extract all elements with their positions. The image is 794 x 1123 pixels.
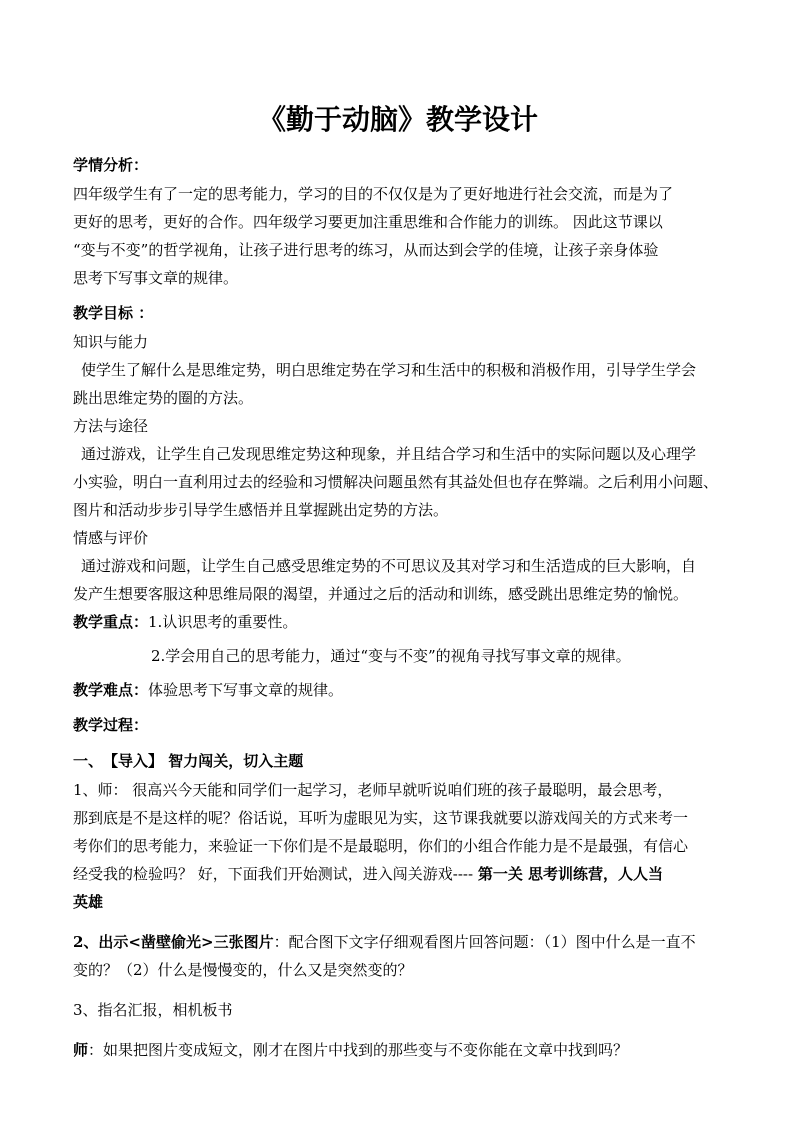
- text-line: 那到底是不是这样的呢？俗话说，耳听为虚眼见为实，这节课我就要以游戏闯关的方式来考一: [73, 809, 689, 827]
- difficulty-line: [73, 676, 723, 704]
- text-line: 通过游戏和问题，让学生自己感受思维定势的不可思议及其对学习和生活造成的巨大影响，自: [81, 557, 697, 575]
- paragraph-situation: [73, 180, 723, 292]
- text-line: 四年级学生有了一定的思考能力，学习的目的不仅仅是为了更好地进行社会交流，而是为了: [73, 185, 674, 203]
- level-one-title: 第一关 思考训练营，人人当: [477, 865, 664, 883]
- text-line: 使学生了解什么是思维定势，明白思维定势在学习和生活中的积极和消极作用，引导学生学会: [81, 361, 697, 379]
- subheading-knowledge: 知识与能力: [73, 333, 149, 351]
- show-pictures-label: 2、出示<凿壁偷光>三张图片: [73, 933, 274, 951]
- key-points-line-1: [73, 608, 723, 636]
- part-one-heading: 一、 【导入】 智力闯关，切入主题: [73, 752, 304, 770]
- text-segment: ：如果把图片变成短文，刚才在图片中找到的那些变与不变你能在文章中找到吗？: [88, 1041, 629, 1059]
- text-line: 发产生想要客服这种思维局限的渴望，并通过之后的活动和训练，感受跳出思维定势的愉悦。: [73, 585, 689, 603]
- key-point-1: 1.认识思考的重要性。: [148, 613, 298, 631]
- section-heading-situation: 学情分析：: [73, 156, 149, 174]
- section-heading-process: 教学过程：: [73, 716, 149, 734]
- text-segment: 经受我的检验吗？ 好，下面我们开始测试，进入闯关游戏----: [73, 865, 478, 883]
- text-line: [73, 928, 723, 956]
- paragraph-report: 3、指名汇报，相机板书: [73, 1001, 233, 1019]
- paragraph-method: [73, 440, 723, 524]
- subheading-method: 方法与途径: [73, 417, 149, 435]
- text-line: 考你们的思考能力，来验证一下你们是不是最聪明，你们的小组合作能力是不是最强，有信心: [73, 837, 689, 855]
- document-page: [73, 100, 723, 1064]
- difficulty-text: 体验思考下写事文章的规律。: [148, 681, 344, 699]
- text-line: 跳出思维定势的圈的方法。: [73, 389, 254, 407]
- text-segment: ：配合图下文字仔细观看图片回答问题：（1）图中什么是一直不: [273, 933, 696, 951]
- section-heading-goals: 教学目标 ：: [73, 304, 154, 322]
- paragraph-teacher-intro: [73, 776, 723, 916]
- paragraph-teacher-question: [73, 1036, 723, 1064]
- subheading-emotion: 情感与评价: [73, 529, 149, 547]
- document-title: 《勤于动脑》教学设计: [257, 103, 538, 136]
- key-point-2: 2.学会用自己的思考能力，通过“变与不变”的视角寻找写事文章的规律。: [151, 647, 631, 665]
- paragraph-emotion: [73, 552, 723, 608]
- difficulty-label: 教学难点：: [73, 681, 149, 699]
- text-line: 1、师： 很高兴今天能和同学们一起学习，老师早就听说咱们班的孩子最聪明，最会思考，: [73, 781, 673, 799]
- paragraph-show-pictures: [73, 928, 723, 984]
- text-line: 图片和活动步步引导学生感悟并且掌握跳出定势的方法。: [73, 501, 449, 519]
- key-points-label: 教学重点：: [73, 613, 149, 631]
- level-one-title-tail: 英雄: [73, 893, 104, 911]
- teacher-label: 师: [73, 1041, 89, 1059]
- text-line: 思考下写事文章的规律。: [73, 269, 239, 287]
- text-line: 变的？（2）什么是慢慢变的，什么又是突然变的？: [73, 961, 413, 979]
- paragraph-knowledge: [73, 356, 723, 412]
- text-line: 小实验，明白一直利用过去的经验和习惯解决问题虽然有其益处但也存在弊端。之后利用小问题、: [73, 473, 719, 491]
- text-line: “变与不变”的哲学视角，让孩子进行思考的练习，从而达到会学的佳境，让孩子亲身体验: [73, 241, 659, 259]
- text-line: 通过游戏，让学生自己发现思维定势这种现象，并且结合学习和生活中的实际问题以及心理学: [81, 445, 697, 463]
- text-line: [73, 860, 723, 888]
- text-line: 更好的思考，更好的合作。四年级学习要更加注重思维和合作能力的训练。 因此这节课以: [73, 213, 663, 231]
